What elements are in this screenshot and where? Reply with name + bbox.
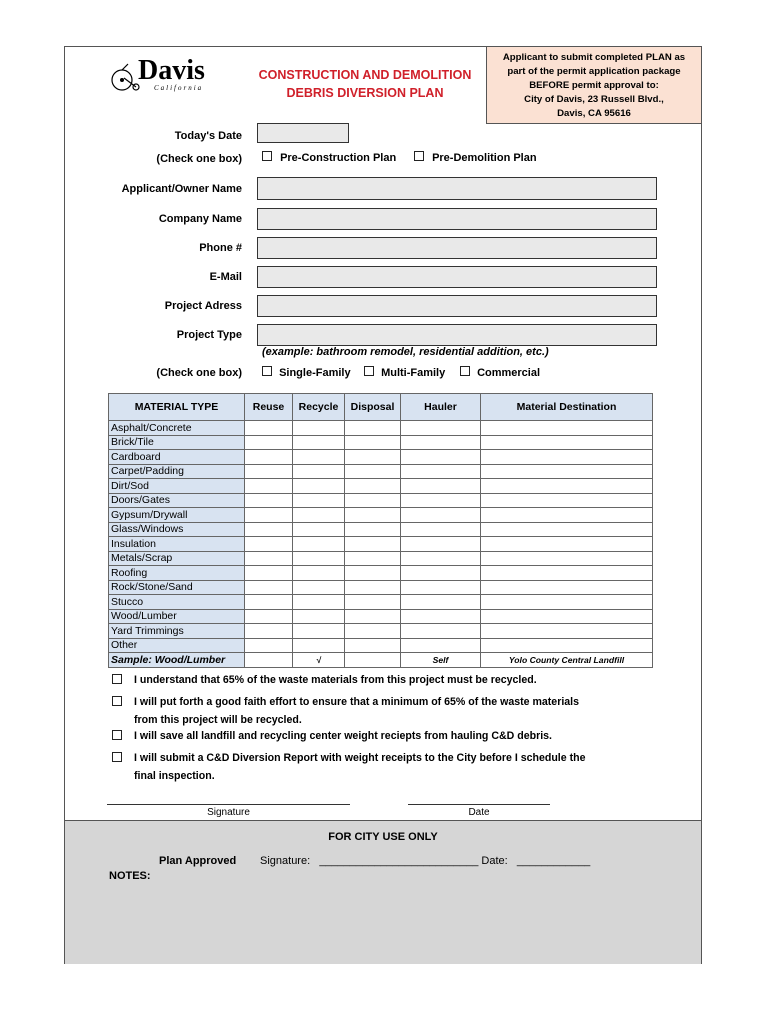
material-name: Doors/Gates	[109, 493, 245, 508]
hauler-cell[interactable]	[401, 624, 481, 639]
statement-3-checkbox[interactable]	[112, 730, 122, 740]
hauler-cell[interactable]	[401, 609, 481, 624]
check-one-label: (Check one box)	[156, 153, 242, 165]
recycle-cell[interactable]	[293, 450, 345, 465]
material-name: Yard Trimmings	[109, 624, 245, 639]
col-destination: Material Destination	[481, 394, 653, 421]
material-name: Carpet/Padding	[109, 464, 245, 479]
statement-4-text-cont: final inspection.	[134, 770, 215, 782]
project-type-example: (example: bathroom remodel, residential addition, etc.)	[262, 346, 549, 358]
table-row	[109, 566, 653, 581]
destination-cell[interactable]	[481, 479, 653, 494]
reuse-cell[interactable]	[245, 435, 293, 450]
hauler-cell[interactable]	[401, 421, 481, 436]
material-name: Gypsum/Drywall	[109, 508, 245, 523]
hauler-cell[interactable]	[401, 580, 481, 595]
reuse-cell[interactable]	[245, 508, 293, 523]
destination-cell[interactable]	[481, 638, 653, 653]
commercial-option[interactable]	[460, 366, 540, 379]
reuse-cell[interactable]	[245, 421, 293, 436]
sample-hauler: Self	[401, 653, 481, 668]
table-row	[109, 624, 653, 639]
disposal-cell[interactable]	[345, 595, 401, 610]
recycle-cell[interactable]	[293, 537, 345, 552]
table-row	[109, 638, 653, 653]
hauler-cell[interactable]	[401, 435, 481, 450]
single-family-option[interactable]	[262, 366, 351, 379]
disposal-cell[interactable]	[345, 537, 401, 552]
sample-recycle: √	[293, 653, 345, 668]
pre-demolition-option[interactable]	[414, 151, 537, 164]
commercial-checkbox[interactable]	[460, 366, 470, 376]
city-use-section	[65, 820, 701, 964]
recycle-cell[interactable]	[293, 595, 345, 610]
reuse-cell[interactable]	[245, 493, 293, 508]
destination-cell[interactable]	[481, 566, 653, 581]
statement-1-checkbox[interactable]	[112, 674, 122, 684]
reuse-cell[interactable]	[245, 464, 293, 479]
notice-line: City of Davis, 23 Russell Blvd.,	[524, 94, 664, 105]
material-name: Metals/Scrap	[109, 551, 245, 566]
material-name: Glass/Windows	[109, 522, 245, 537]
hauler-cell[interactable]	[401, 464, 481, 479]
hauler-cell[interactable]	[401, 551, 481, 566]
materials-table	[108, 393, 653, 668]
pre-construction-option[interactable]	[262, 151, 396, 164]
destination-cell[interactable]	[481, 595, 653, 610]
table-row	[109, 537, 653, 552]
project-type-label: Project Type	[176, 329, 242, 341]
notes-label: NOTES:	[109, 870, 151, 882]
sample-row	[109, 653, 653, 668]
pre-construction-label: Pre-Construction Plan	[280, 152, 397, 164]
statement-4-text: I will submit a C&D Diversion Report with weight receipts to the City before I schedule the	[134, 752, 586, 764]
recycle-cell[interactable]	[293, 638, 345, 653]
material-name: Rock/Stone/Sand	[109, 580, 245, 595]
disposal-cell[interactable]	[345, 624, 401, 639]
material-name: Other	[109, 638, 245, 653]
col-reuse: Reuse	[245, 394, 293, 421]
company-label: Company Name	[158, 213, 242, 225]
pre-demolition-label: Pre-Demolition Plan	[432, 152, 537, 164]
disposal-cell[interactable]	[345, 493, 401, 508]
material-name: Dirt/Sod	[109, 479, 245, 494]
disposal-cell[interactable]	[345, 508, 401, 523]
destination-cell[interactable]	[481, 450, 653, 465]
project-type-field[interactable]	[257, 324, 657, 346]
date-label: Date	[468, 807, 490, 818]
notice-line: Applicant to submit completed PLAN as	[502, 52, 686, 63]
material-name: Wood/Lumber	[109, 609, 245, 624]
destination-cell[interactable]	[481, 609, 653, 624]
table-row	[109, 464, 653, 479]
statement-2	[112, 693, 652, 729]
recycle-cell[interactable]	[293, 522, 345, 537]
city-signature-date-line[interactable]: Signature: __________________________ Date: ____________	[260, 855, 591, 867]
commercial-label: Commercial	[477, 367, 541, 379]
reuse-cell[interactable]	[245, 638, 293, 653]
project-address-field[interactable]	[257, 295, 657, 317]
col-hauler: Hauler	[401, 394, 481, 421]
table-row	[109, 609, 653, 624]
todays-date-field[interactable]	[257, 123, 349, 143]
table-row	[109, 493, 653, 508]
form-title	[248, 66, 482, 102]
title-line-2: DEBRIS DIVERSION PLAN	[286, 86, 444, 100]
recycle-cell[interactable]	[293, 421, 345, 436]
reuse-cell[interactable]	[245, 551, 293, 566]
multi-family-checkbox[interactable]	[364, 366, 374, 376]
sample-reuse	[245, 653, 293, 668]
email-label: E-Mail	[209, 271, 242, 283]
recycle-cell[interactable]	[293, 464, 345, 479]
disposal-cell[interactable]	[345, 435, 401, 450]
phone-label: Phone #	[199, 242, 242, 254]
destination-cell[interactable]	[481, 522, 653, 537]
company-name-field[interactable]	[257, 208, 657, 230]
recycle-cell[interactable]	[293, 580, 345, 595]
applicant-name-field[interactable]	[257, 177, 657, 200]
todays-date-label: Today's Date	[174, 130, 242, 142]
reuse-cell[interactable]	[245, 479, 293, 494]
table-row	[109, 580, 653, 595]
sample-material: Sample: Wood/Lumber	[109, 653, 245, 668]
submission-notice	[486, 46, 702, 124]
destination-cell[interactable]	[481, 435, 653, 450]
phone-field[interactable]	[257, 237, 657, 259]
date-line[interactable]	[408, 804, 550, 805]
table-row	[109, 551, 653, 566]
destination-cell[interactable]	[481, 508, 653, 523]
single-family-label: Single-Family	[279, 367, 351, 379]
notice-line: Davis, CA 95616	[557, 108, 631, 119]
statement-1	[112, 671, 652, 689]
material-name: Stucco	[109, 595, 245, 610]
disposal-cell[interactable]	[345, 464, 401, 479]
hauler-cell[interactable]	[401, 566, 481, 581]
recycle-cell[interactable]	[293, 508, 345, 523]
multi-family-label: Multi-Family	[381, 367, 446, 379]
table-row	[109, 421, 653, 436]
destination-cell[interactable]	[481, 551, 653, 566]
sample-destination: Yolo County Central Landfill	[481, 653, 653, 668]
destination-cell[interactable]	[481, 464, 653, 479]
single-family-checkbox[interactable]	[262, 366, 272, 376]
reuse-cell[interactable]	[245, 537, 293, 552]
disposal-cell[interactable]	[345, 522, 401, 537]
table-row	[109, 522, 653, 537]
recycle-cell[interactable]	[293, 493, 345, 508]
statement-2-text-cont: from this project will be recycled.	[134, 714, 302, 726]
hauler-cell[interactable]	[401, 638, 481, 653]
table-row	[109, 508, 653, 523]
table-header-row	[109, 394, 653, 421]
statement-4-checkbox[interactable]	[112, 752, 122, 762]
email-field[interactable]	[257, 266, 657, 288]
material-name: Brick/Tile	[109, 435, 245, 450]
destination-cell[interactable]	[481, 580, 653, 595]
destination-cell[interactable]	[481, 421, 653, 436]
hauler-cell[interactable]	[401, 450, 481, 465]
recycle-cell[interactable]	[293, 551, 345, 566]
statement-2-text: I will put forth a good faith effort to ensure that a minimum of 65% of the waste materials	[134, 696, 579, 708]
disposal-cell[interactable]	[345, 421, 401, 436]
notice-line: BEFORE permit approval to:	[529, 80, 659, 91]
reuse-cell[interactable]	[245, 580, 293, 595]
recycle-cell[interactable]	[293, 609, 345, 624]
signature-line[interactable]	[107, 804, 350, 805]
statement-4	[112, 749, 652, 785]
multi-family-option[interactable]	[364, 366, 445, 379]
disposal-cell[interactable]	[345, 580, 401, 595]
recycle-cell[interactable]	[293, 566, 345, 581]
destination-cell[interactable]	[481, 493, 653, 508]
destination-cell[interactable]	[481, 624, 653, 639]
sample-disposal	[345, 653, 401, 668]
plan-approved-label: Plan Approved	[159, 855, 237, 867]
material-name: Asphalt/Concrete	[109, 421, 245, 436]
check-one-label-2: (Check one box)	[156, 367, 242, 379]
recycle-cell[interactable]	[293, 624, 345, 639]
hauler-cell[interactable]	[401, 479, 481, 494]
col-material-type: MATERIAL TYPE	[109, 394, 245, 421]
col-recycle: Recycle	[293, 394, 345, 421]
disposal-cell[interactable]	[345, 609, 401, 624]
disposal-cell[interactable]	[345, 479, 401, 494]
statement-3-text: I will save all landfill and recycling center weight reciepts from hauling C&D debris.	[134, 730, 552, 742]
hauler-cell[interactable]	[401, 595, 481, 610]
address-label: Project Adress	[164, 300, 242, 312]
material-name: Roofing	[109, 566, 245, 581]
notice-line: part of the permit application package	[507, 66, 681, 77]
hauler-cell[interactable]	[401, 493, 481, 508]
signature-label: Signature	[207, 807, 250, 818]
disposal-cell[interactable]	[345, 551, 401, 566]
pre-demolition-checkbox[interactable]	[414, 151, 424, 161]
table-row	[109, 450, 653, 465]
material-name: Cardboard	[109, 450, 245, 465]
hauler-cell[interactable]	[401, 537, 481, 552]
reuse-cell[interactable]	[245, 595, 293, 610]
city-of-davis-logo	[110, 54, 216, 94]
col-disposal: Disposal	[345, 394, 401, 421]
pre-construction-checkbox[interactable]	[262, 151, 272, 161]
statement-2-checkbox[interactable]	[112, 696, 122, 706]
logo-wordmark: Davis	[138, 55, 205, 86]
destination-cell[interactable]	[481, 537, 653, 552]
recycle-cell[interactable]	[293, 435, 345, 450]
reuse-cell[interactable]	[245, 566, 293, 581]
recycle-cell[interactable]	[293, 479, 345, 494]
material-name: Insulation	[109, 537, 245, 552]
table-row	[109, 595, 653, 610]
applicant-label: Applicant/Owner Name	[121, 183, 242, 195]
statement-1-text: I understand that 65% of the waste materials from this project must be recycled.	[134, 674, 537, 686]
reuse-cell[interactable]	[245, 522, 293, 537]
disposal-cell[interactable]	[345, 638, 401, 653]
reuse-cell[interactable]	[245, 450, 293, 465]
city-use-heading: FOR CITY USE ONLY	[328, 831, 438, 843]
statement-3	[112, 727, 652, 745]
title-line-1: CONSTRUCTION AND DEMOLITION	[258, 68, 472, 82]
hauler-cell[interactable]	[401, 522, 481, 537]
table-row	[109, 479, 653, 494]
reuse-cell[interactable]	[245, 609, 293, 624]
hauler-cell[interactable]	[401, 508, 481, 523]
table-row	[109, 435, 653, 450]
logo-subtitle: California	[154, 84, 204, 92]
disposal-cell[interactable]	[345, 566, 401, 581]
reuse-cell[interactable]	[245, 624, 293, 639]
disposal-cell[interactable]	[345, 450, 401, 465]
